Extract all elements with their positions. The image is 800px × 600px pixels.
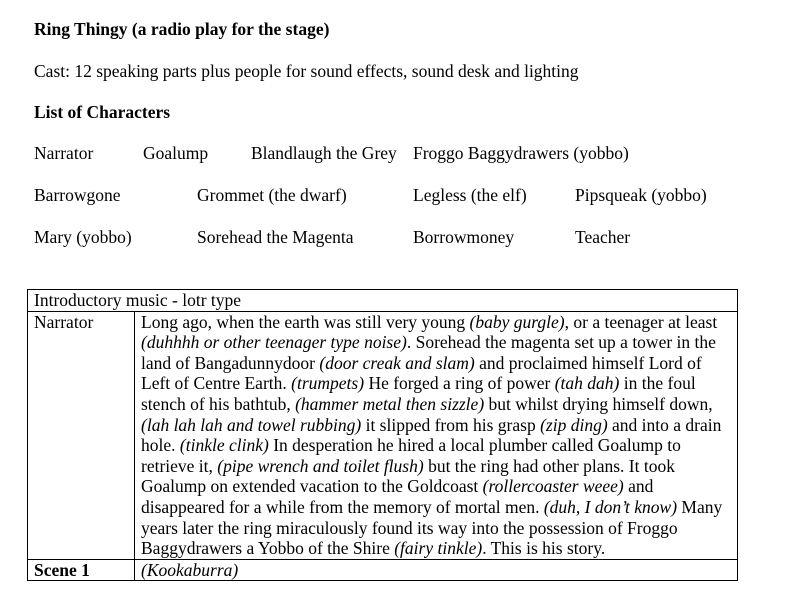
narration-text: but the ring had other plans. It took Goalump on extended vacation to the Goldcoast xyxy=(141,455,675,497)
narration-text: in the foul stench of his bathtub, xyxy=(141,373,696,414)
sound-effect-cue: (baby gurgle) xyxy=(469,311,565,332)
sound-effect-cue: (zip ding) xyxy=(540,414,608,435)
narration-text: it slipped from his grasp xyxy=(361,414,541,435)
narration-text: and into a drain hole. xyxy=(141,414,722,456)
character-name: Legless (the elf) xyxy=(413,185,527,205)
narration-text: . This is his story. xyxy=(482,538,606,559)
sound-effect-cue: (fairy tinkle) xyxy=(394,538,483,559)
narration-cell xyxy=(135,311,738,559)
narration-text: , or a teenager at least xyxy=(564,311,718,332)
speaker-cell: Narrator xyxy=(28,311,135,559)
character-name: Blandlaugh the Grey xyxy=(251,143,397,163)
narration-text: In desperation he hired a local plumber called Goalump to retrieve it, xyxy=(141,435,681,476)
table-row xyxy=(28,290,738,312)
narration-text: Many years later the ring miraculously found its way into the possession of Froggo Baggydrawers a Yobbo of the Shire xyxy=(141,496,723,559)
sound-effect-cue: (lah lah lah and towel rubbing) xyxy=(141,414,362,435)
narration-text: He forged a ring of power xyxy=(364,373,555,394)
cast-line: Cast: 12 speaking parts plus people for sound effects, sound desk and lighting xyxy=(34,61,579,81)
table-row xyxy=(28,311,738,559)
sound-effect-cue: (tinkle clink) xyxy=(179,435,269,456)
narration-text: and proclaimed himself Lord of Left of Centre Earth. xyxy=(141,352,702,394)
sound-effect-cue: (door creak and slam) xyxy=(319,352,475,373)
character-name: Barrowgone xyxy=(34,185,121,205)
narration-text: . Sorehead the magenta set up a tower in the land of Bangadunnydoor xyxy=(141,332,716,373)
intro-music-cell: Introductory music - lotr type xyxy=(28,290,738,312)
narration-text: but whilst drying himself down, xyxy=(484,393,713,414)
scene-label-cell: Scene 1 xyxy=(28,559,135,581)
character-name: Froggo Baggydrawers (yobbo) xyxy=(413,143,629,163)
character-name: Teacher xyxy=(575,227,631,247)
narration-text: and disappeared for a while from the memory of mortal men. xyxy=(141,476,654,517)
sound-effect-cue: (trumpets) xyxy=(291,373,365,394)
character-name: Goalump xyxy=(143,143,209,163)
table-row xyxy=(28,559,738,581)
sound-effect-cue: (hammer metal then sizzle) xyxy=(295,393,485,414)
character-name: Grommet (the dwarf) xyxy=(197,185,347,205)
narration-text: Long ago, when the earth was still very young xyxy=(141,311,470,332)
character-name: Sorehead the Magenta xyxy=(197,227,354,247)
scene-direction-cell: (Kookaburra) xyxy=(135,559,738,581)
sound-effect-cue: (duh, I don’t know) xyxy=(543,496,678,517)
character-name: Borrowmoney xyxy=(413,227,515,247)
characters-heading: List of Characters xyxy=(34,102,171,122)
sound-effect-cue: (tah dah) xyxy=(554,373,620,394)
sound-effect-cue: (pipe wrench and toilet flush) xyxy=(217,455,424,476)
character-name: Narrator xyxy=(34,143,94,163)
character-name: Pipsqueak (yobbo) xyxy=(575,185,707,205)
character-name: Mary (yobbo) xyxy=(34,227,132,247)
script-table xyxy=(27,289,738,581)
document-title: Ring Thingy (a radio play for the stage) xyxy=(34,19,330,39)
sound-effect-cue: (duhhhh or other teenager type noise) xyxy=(141,332,407,353)
sound-effect-cue: (rollercoaster weee) xyxy=(482,476,624,497)
